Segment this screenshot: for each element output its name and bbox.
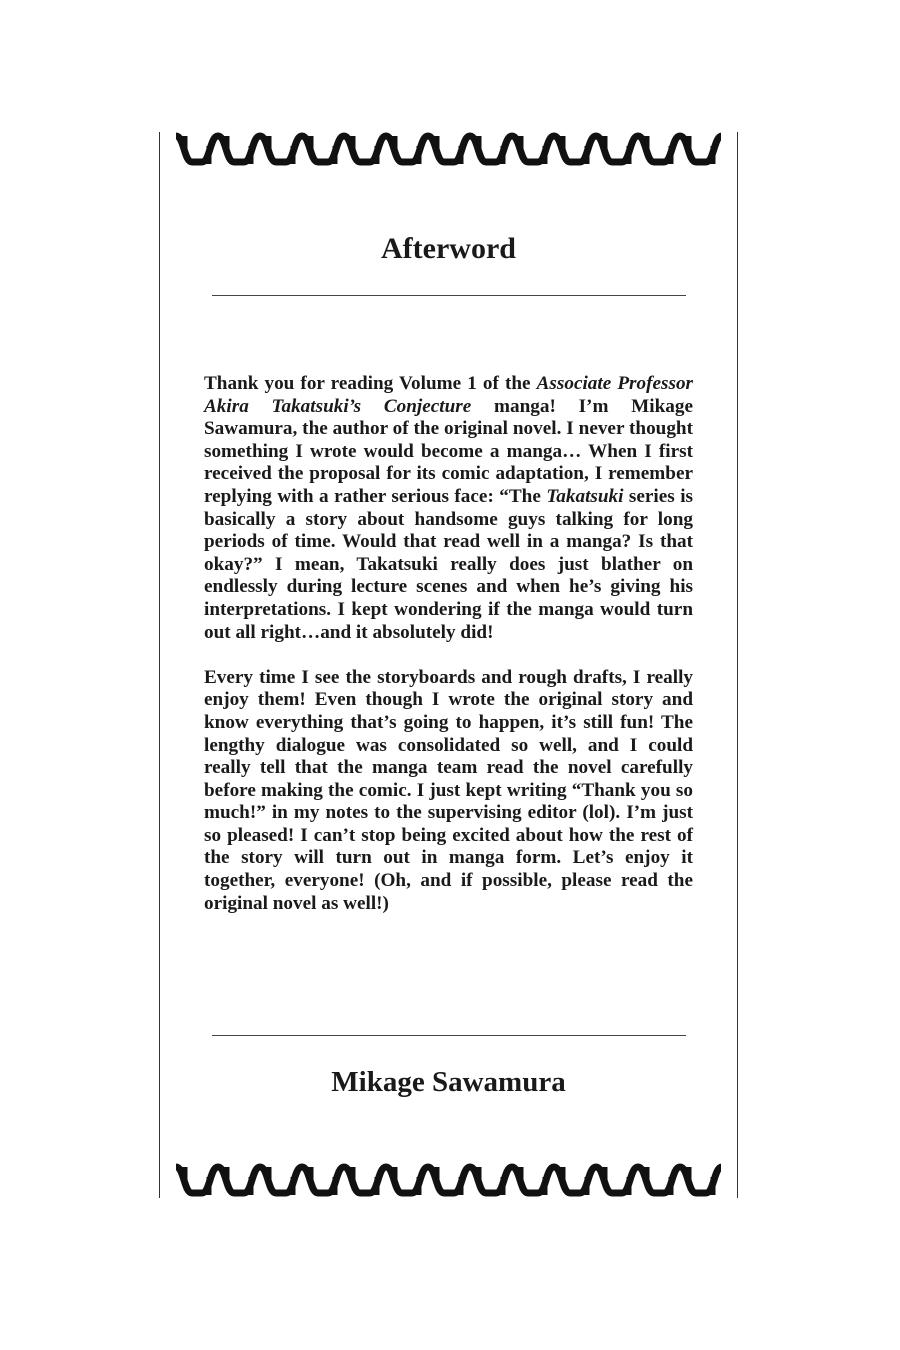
- paragraph-1: [204, 373, 693, 644]
- author-name: Mikage Sawamura: [331, 1066, 566, 1098]
- text-run: manga! I’m Mikage Sawamura, the author of the original novel. I never thought something I wrote would become a manga… When I first received the proposal for its comic adaptation, I remember replying with a rather serious face: “The: [204, 395, 693, 507]
- frame-right-line: [737, 132, 738, 1198]
- decorative-border-top: [176, 132, 721, 168]
- decorative-border-bottom: [176, 1163, 721, 1199]
- series-name: Takatsuki: [546, 485, 624, 507]
- text-run: series is basically a story about handsome guys talking for long periods of time. Would that read well in a manga? Is that okay?” I mean, Takatsuki really does just blather on endlessly during lecture scenes and when he’s giving his interpretations. I kept wondering if the manga would turn out all right…and it absolutely did!: [204, 485, 693, 643]
- page-title: Afterword: [381, 232, 516, 265]
- series-title: Associate Professor Akira Takatsuki’s Conjecture: [204, 373, 694, 417]
- text-run: of the: [476, 373, 537, 394]
- afterword-body: [204, 373, 693, 915]
- top-divider: [212, 295, 686, 296]
- paragraph-2: Every time I see the storyboards and rough drafts, I really enjoy them! Even though I wrote the original story and know everything that’s going to happen, it’s still fun! The lengthy dialogue was consolidated so well, and I could really tell that the manga team read the novel carefully before making the comic. I just kept writing “Thank you so much!” in my notes to the supervising editor (lol). I’m just so pleased! I can’t stop being excited about how the rest of the story will turn out in manga form. Let’s enjoy it together, everyone! (Oh, and if possible, please read the original novel as well!): [204, 666, 693, 914]
- bottom-divider: [212, 1035, 686, 1036]
- frame-left-line: [159, 132, 160, 1198]
- volume-number: 1: [467, 373, 477, 394]
- text-run: Thank you for reading Volume: [204, 373, 468, 394]
